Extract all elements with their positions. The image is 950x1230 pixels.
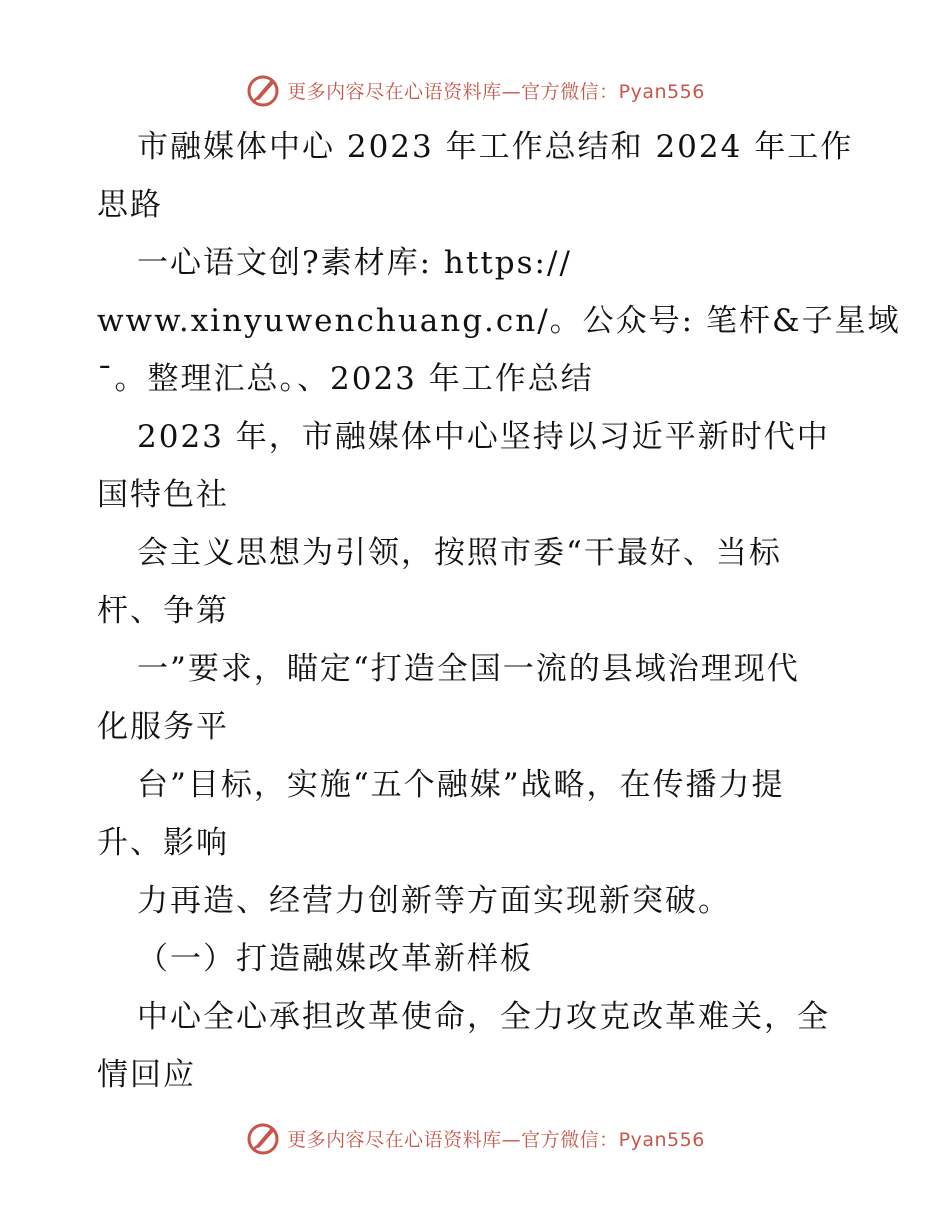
section-heading: （一）打造融媒改革新样板 [137, 941, 533, 977]
text-line: 一心语文创?素材库: https:// [137, 245, 572, 281]
text-line: 市融媒体中心 2023 年工作总结和 2024 年工作 [137, 129, 854, 165]
watermark-text: 更多内容尽在心语资料库—官方微信：Pyan556 [287, 1128, 705, 1151]
text-line: ¯。整理汇总。、2023 年工作总结 [97, 361, 594, 397]
text-line: www.xinyuwenchuang.cn/。公众号: 笔杆&子星域 [97, 303, 901, 339]
header-watermark-banner [0, 70, 950, 110]
feather-pen-logo-icon [245, 72, 281, 108]
footer-watermark-banner [0, 1118, 950, 1158]
text-line: 会主义思想为引领，按照市委“干最好、当标 [137, 535, 782, 571]
text-line: 国特色社 [97, 477, 229, 513]
text-line: 思路 [97, 187, 163, 223]
text-line: 中心全心承担改革使命，全力攻克改革难关，全 [137, 999, 830, 1035]
text-line: 力再造、经营力创新等方面实现新突破。 [137, 883, 731, 919]
text-line: 一”要求，瞄定“打造全国一流的县域治理现代 [137, 651, 800, 687]
watermark-text: 更多内容尽在心语资料库—官方微信：Pyan556 [287, 80, 705, 103]
feather-pen-logo-icon [245, 1120, 281, 1156]
text-line: 2023 年，市融媒体中心坚持以习近平新时代中 [137, 419, 830, 455]
text-line: 杆、争第 [97, 593, 229, 629]
text-line: 台”目标，实施“五个融媒”战略，在传播力提 [137, 767, 785, 803]
text-line: 升、影响 [97, 825, 229, 861]
text-line: 化服务平 [97, 709, 229, 745]
text-line: 情回应 [97, 1057, 196, 1093]
document-body [97, 118, 901, 1104]
